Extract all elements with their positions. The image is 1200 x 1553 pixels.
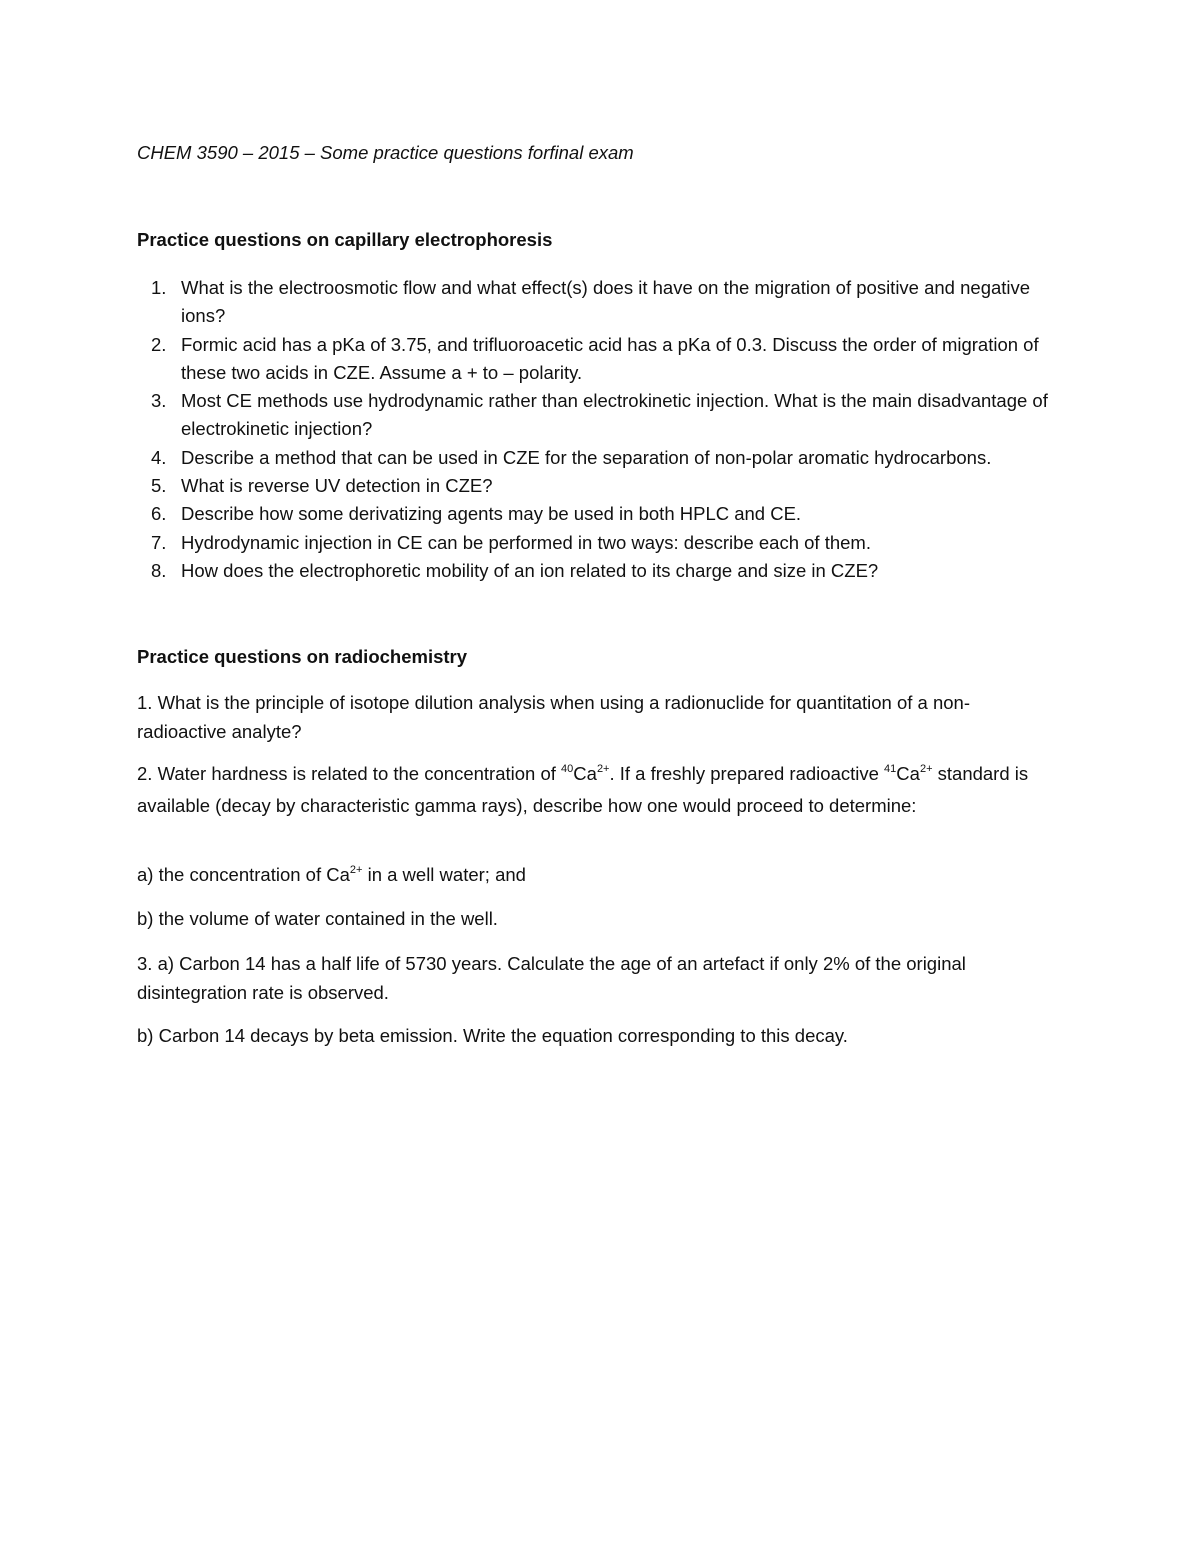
charge-2plus: 2+: [596, 763, 610, 775]
list-item: [137, 387, 1057, 444]
item-text: Describe how some derivatizing agents may be used in both HPLC and CE.: [181, 503, 802, 525]
q2-text-2: . If a freshly prepared radioactive: [609, 763, 885, 784]
ce-question-list: [137, 274, 1057, 585]
item-number: 3.: [151, 390, 167, 412]
item-text: Formic acid has a pKa of 3.75, and trifluoroacetic acid has a pKa of 0.3. Discuss the order of migration of these two acids in CZE. Assume a + to – polarity.: [181, 333, 1039, 383]
q2-text-3: standard is available (decay by characteristic gamma rays), describe how one would proceed to determine:: [137, 763, 1029, 816]
radio-question-1: 1. What is the principle of isotope dilution analysis when using a radionuclide for quantitation of a non-radioactive analyte?: [137, 692, 971, 742]
list-item: [137, 331, 1057, 388]
list-item: [137, 274, 1057, 331]
list-item: [137, 500, 1057, 528]
q2a-text-1: a) the concentration of Ca: [137, 864, 350, 885]
radio-section-heading: Practice questions on radiochemistry: [137, 646, 468, 667]
radio-question-3b: b) Carbon 14 decays by beta emission. Write the equation corresponding to this decay.: [137, 1025, 848, 1046]
list-item: [137, 472, 1057, 500]
item-number: 6.: [151, 503, 167, 525]
mass-number-40: 40: [561, 763, 574, 775]
charge-2plus: 2+: [349, 864, 363, 876]
item-number: 4.: [151, 446, 167, 468]
charge-2plus: 2+: [919, 763, 933, 775]
list-item: [137, 444, 1057, 472]
item-number: 5.: [151, 475, 167, 497]
q2-element-ca: Ca: [573, 763, 597, 784]
list-item: [137, 529, 1057, 557]
radio-question-2b: b) the volume of water contained in the well.: [137, 908, 498, 929]
item-text: Most CE methods use hydrodynamic rather than electrokinetic injection. What is the main disadvantage of electrokinetic injection?: [181, 390, 1048, 440]
item-text: Describe a method that can be used in CZE for the separation of non-polar aromatic hydrocarbons.: [181, 446, 992, 468]
item-text: What is the electroosmotic flow and what effect(s) does it have on the migration of positive and negative ions?: [181, 277, 1031, 327]
item-number: 2.: [151, 333, 167, 355]
q2-element-ca-41: Ca: [896, 763, 920, 784]
ce-section-heading: Practice questions on capillary electrophoresis: [137, 229, 553, 250]
item-number: 7.: [151, 531, 167, 553]
q2a-text-2: in a well water; and: [362, 864, 526, 885]
item-text: How does the electrophoretic mobility of an ion related to its charge and size in CZE?: [181, 559, 879, 581]
radio-question-3a: 3. a) Carbon 14 has a half life of 5730 years. Calculate the age of an artefact if only 2% of the original disintegration rate is observed.: [137, 953, 966, 1003]
item-number: 1.: [151, 277, 167, 298]
item-number: 8.: [151, 559, 167, 581]
page-title: CHEM 3590 – 2015 – Some practice questions forfinal exam: [137, 142, 634, 163]
radio-question-2: [137, 760, 1057, 820]
list-item: [137, 557, 1057, 585]
radio-question-2a: [137, 861, 1057, 893]
item-text: What is reverse UV detection in CZE?: [181, 475, 493, 497]
mass-number-41: 41: [884, 763, 897, 775]
item-text: Hydrodynamic injection in CE can be performed in two ways: describe each of them.: [181, 531, 871, 553]
q2-text-1: 2. Water hardness is related to the concentration of: [137, 763, 562, 784]
